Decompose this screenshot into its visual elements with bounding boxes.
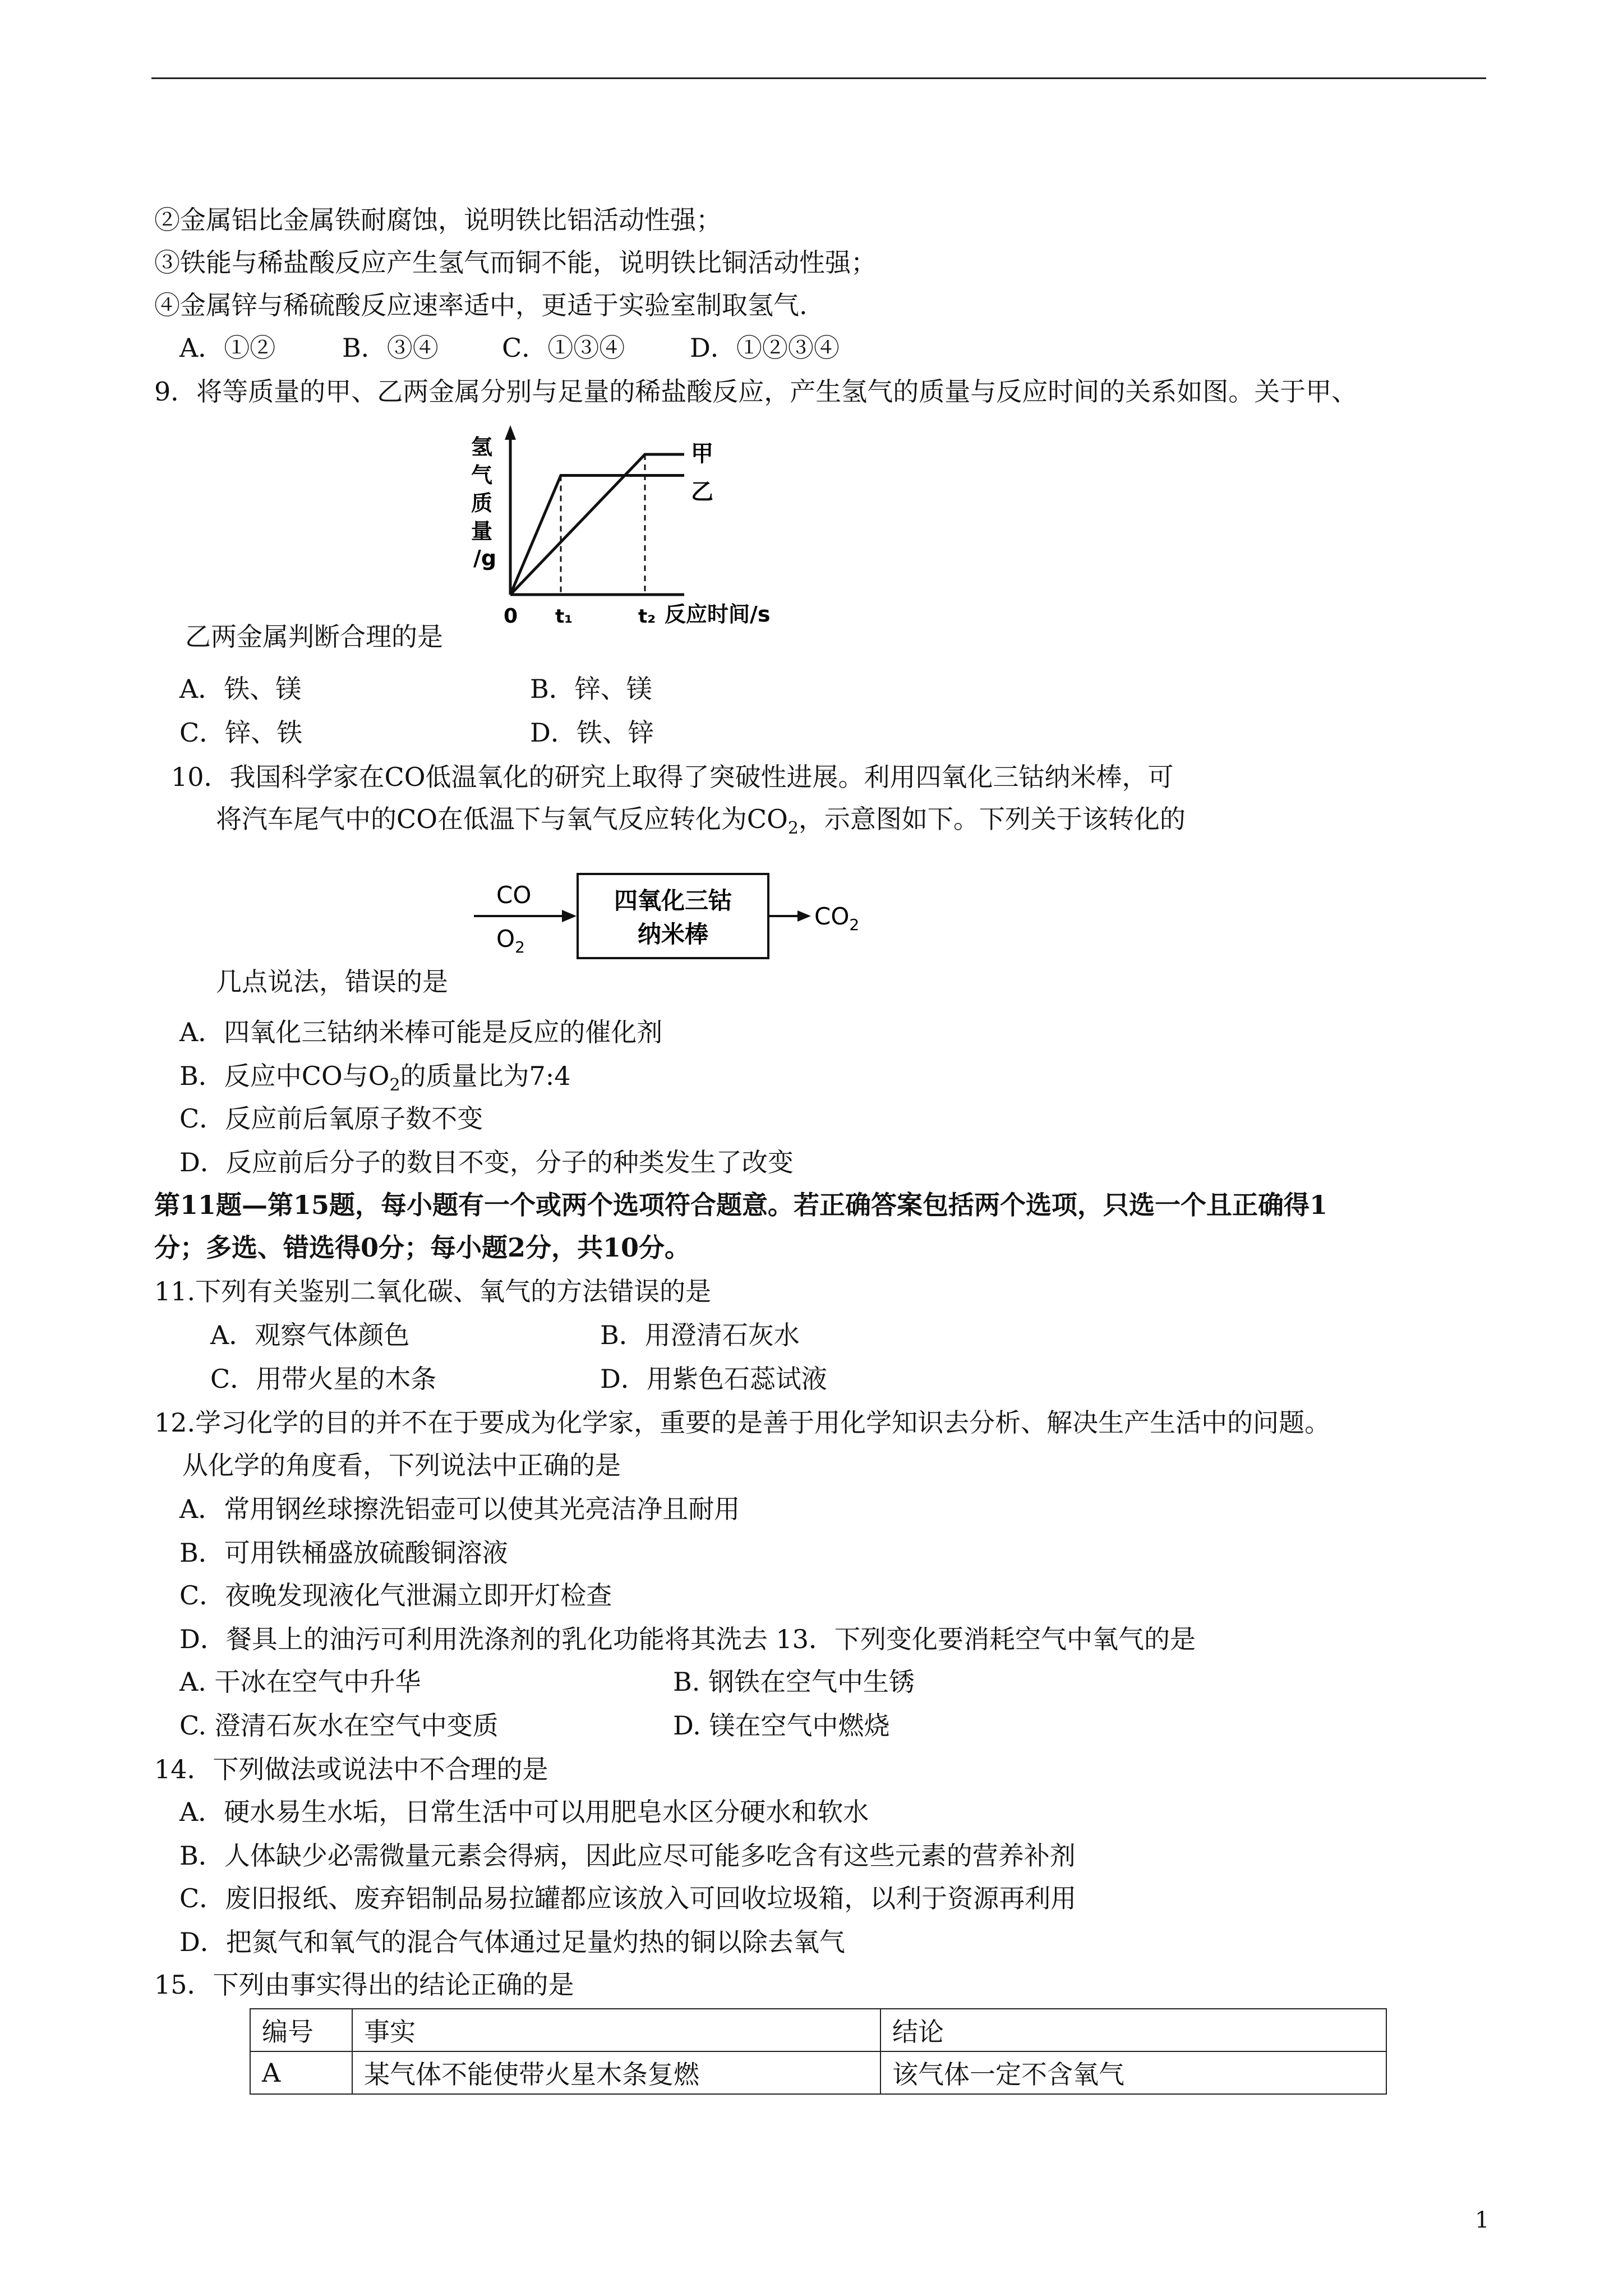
q15-stem: 15．下列由事实得出的结论正确的是: [154, 1970, 574, 2000]
q10-option-b-sub: 2: [389, 1075, 400, 1095]
table-header-cell: 结论: [880, 2009, 1386, 2051]
q10-stem-line2-text: 将汽车尾气中的CO在低温下与氧气反应转化为CO: [216, 804, 788, 834]
q8-option-a: A．①②: [179, 333, 276, 363]
q11-stem: 11.下列有关鉴别二氧化碳、氧气的方法错误的是: [154, 1276, 712, 1306]
y-label-char-4: 量: [471, 519, 493, 544]
y-label-char-3: 质: [471, 491, 493, 516]
section-instructions-line1: 第11题—第15题，每小题有一个或两个选项符合题意。若正确答案包括两个选项，只选一个且正确得1: [154, 1190, 1328, 1220]
q10-stem-line3: 几点说法，错误的是: [216, 967, 448, 997]
q14-option-c: C．废旧报纸、废弃铝制品易拉罐都应该放入可回收垃圾箱，以利于资源再利用: [179, 1883, 1077, 1913]
x-tick-t2: t₂: [638, 605, 656, 628]
q10-stem: 10．我国科学家在CO低温氧化的研究上取得了突破性进展。利用四氧化三钴纳米棒，可: [171, 762, 1174, 792]
q8-statement-4: ④金属锌与稀硫酸反应速率适中，更适于实验室制取氢气.: [154, 290, 808, 320]
q10-stem-line2: [216, 802, 1186, 845]
q11-option-b: B．用澄清石灰水: [600, 1320, 800, 1350]
x-tick-t1: t₁: [555, 605, 573, 628]
x-tick-0: 0: [504, 605, 518, 628]
q8-statement-3: ③铁能与稀盐酸反应产生氢气而铜不能，说明铁比铜活动性强；: [154, 247, 877, 278]
q12-option-d-and-q13-stem: D．餐具上的油污可利用洗涤剂的乳化功能将其洗去 13．下列变化要消耗空气中氧气的是: [179, 1624, 1196, 1654]
q8-option-c: C．①③④: [502, 333, 625, 363]
table-row: [250, 2051, 1386, 2094]
diagram-output-co2: $CO_2$: [814, 903, 860, 934]
q9-option-d: D．铁、锌: [530, 717, 654, 748]
diagram-box-line2: 纳米棒: [637, 921, 709, 948]
series-jia-label: 甲: [691, 441, 713, 467]
q11-option-c: C．用带火星的木条: [210, 1364, 437, 1394]
table-header-row: [250, 2009, 1386, 2051]
q8-statement-2: ②金属铝比金属铁耐腐蚀，说明铁比铝活动性强；: [154, 205, 722, 235]
diagram-input-arrowhead: [562, 910, 577, 922]
table-header-cell: 编号: [250, 2009, 352, 2051]
q10-stem-line2-end: ，示意图如下。下列关于该转化的: [798, 804, 1186, 834]
q12-option-a: A．常用钢丝球擦洗铝壶可以使其光亮洁净且耐用: [179, 1494, 740, 1524]
q13-option-c: C. 澄清石灰水在空气中变质: [179, 1710, 499, 1741]
diagram-input-co: CO: [496, 881, 532, 909]
q10-stem-co2-subscript: 2: [787, 818, 799, 838]
y-label-char-5: /g: [473, 546, 497, 570]
q10-option-d: D．反应前后分子的数目不变，分子的种类发生了改变: [179, 1147, 794, 1177]
q13-option-a: A. 干冰在空气中升华: [179, 1667, 421, 1697]
q15-table: [250, 2008, 1387, 2095]
table-header-cell: 事实: [352, 2009, 880, 2051]
q9-option-b: B．锌、镁: [530, 674, 652, 704]
q13-option-d: D. 镁在空气中燃烧: [673, 1710, 890, 1741]
q12-stem-continued: 从化学的角度看，下列说法中正确的是: [182, 1450, 621, 1480]
table-cell: 某气体不能使带火星木条复燃: [352, 2051, 880, 2094]
y-axis-label: [471, 435, 496, 570]
q14-option-d: D．把氮气和氧气的混合气体通过足量灼热的铜以除去氧气: [179, 1927, 845, 1957]
y-axis-arrow: [505, 425, 516, 440]
q9-option-c: C．锌、铁: [179, 717, 303, 748]
hydrogen-mass-chart: [460, 421, 819, 634]
co-conversion-diagram: [465, 864, 892, 976]
q14-option-b: B．人体缺少必需微量元素会得病，因此应尽可能多吃含有这些元素的营养补剂: [179, 1841, 1076, 1871]
q9-option-a: A．铁、镁: [179, 674, 302, 704]
q12-option-c: C．夜晚发现液化气泄漏立即开灯检查: [179, 1580, 612, 1611]
series-yi-label: 乙: [691, 479, 713, 505]
q10-option-b: [179, 1059, 571, 1102]
q12-stem: 12.学习化学的目的并不在于要成为化学家，重要的是善于用化学知识去分析、解决生产生活中的问题。: [154, 1407, 1331, 1438]
q12-option-b: B．可用铁桶盛放硫酸铜溶液: [179, 1538, 508, 1568]
q10-option-b-post: 的质量比为7:4: [400, 1061, 571, 1091]
diagram-output-arrowhead: [797, 910, 811, 922]
q13-option-b: B. 钢铁在空气中生锈: [673, 1667, 915, 1697]
table-cell: 该气体一定不含氧气: [880, 2051, 1386, 2094]
q8-option-b: B．③④: [342, 333, 439, 363]
q10-option-c: C．反应前后氧原子数不变: [179, 1103, 483, 1134]
q11-option-d: D．用紫色石蕊试液: [600, 1364, 827, 1394]
q9-stem: 9．将等质量的甲、乙两金属分别与足量的稀盐酸反应，产生氢气的质量与反应时间的关系如图。关于甲、: [154, 376, 1358, 407]
q10-option-a: A．四氧化三钴纳米棒可能是反应的催化剂: [179, 1017, 663, 1047]
q11-option-a: A．观察气体颜色: [210, 1320, 410, 1350]
table-cell: A: [250, 2051, 352, 2094]
x-axis-label: 反应时间/s: [665, 602, 771, 627]
header-rule: [151, 77, 1486, 79]
q9-stem-continued: 乙两金属判断合理的是: [185, 622, 443, 652]
y-label-char-2: 气: [471, 463, 493, 487]
q14-stem: 14．下列做法或说法中不合理的是: [154, 1754, 548, 1784]
diagram-box-line1: 四氧化三钴: [614, 887, 732, 914]
page-number: 1: [1475, 2207, 1490, 2233]
q8-option-d: D．①②③④: [690, 333, 840, 363]
q14-option-a: A．硬水易生水垢，日常生活中可以用肥皂水区分硬水和软水: [179, 1797, 869, 1827]
y-label-char-1: 氢: [471, 435, 493, 459]
diagram-input-o2: $O_2$: [496, 925, 525, 956]
q10-option-b-pre: B．反应中CO与O: [179, 1061, 390, 1091]
series-yi-line: [510, 476, 684, 595]
section-instructions-line2: 分；多选、错选得0分；每小题2分，共10分。: [154, 1232, 691, 1263]
